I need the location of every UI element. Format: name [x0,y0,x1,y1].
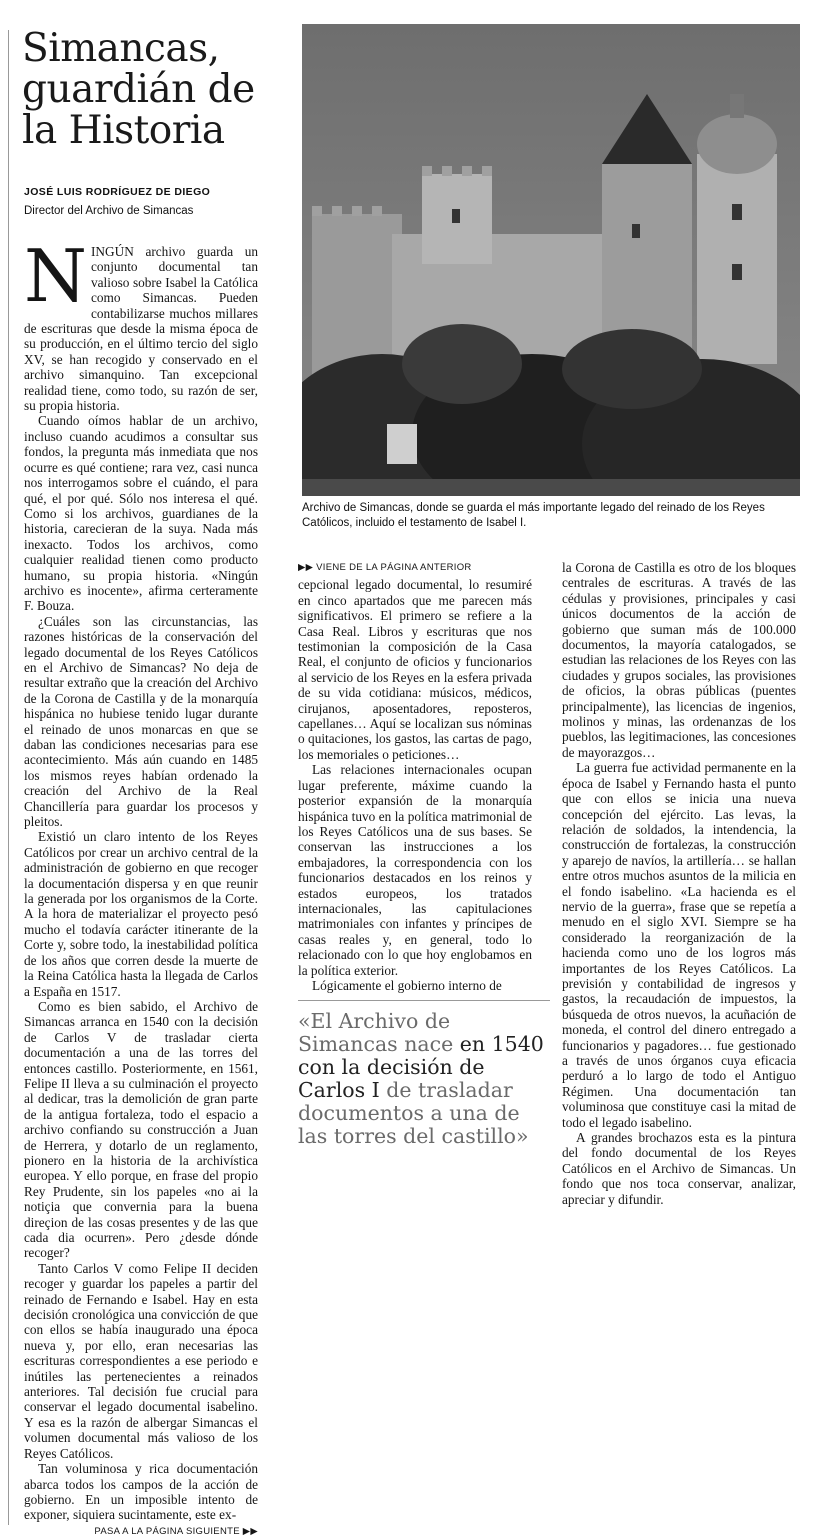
pullquote-part: de trasladar documentos a una de las torres del castillo» [298,1078,529,1148]
paragraph: Cuando oímos hablar de un archivo, incluso cuando acudimos a consultar sus fondos, la pregunta más inmediata que nos ocurre es qué contiene; rara vez, casi nunca nos interrogamos sobre el cuándo, el para qué, el por qué. Sólo nos interesa el qué. Como si los archivos, guardianes de la historia, carecieran de la suya. Nada más inexacto. Todos los archivos, como cualquier realidad tienen como producto humano, su propia historia. «Ningún archivo es inocente», afirma certeramente F. Bouza. [24,413,258,614]
paragraph: Las relaciones internacionales ocupan lugar preferente, máxime cuando la posterior expansión de la monarquía hispánica tuvo en la política matrimonial de los Reyes Católicos una de sus bases. Se conservan las instrucciones a los embajadores, la correspondencia con los funcionarios destacados en los reinos y estados europeos, los tratados internacionales, las capitulaciones matrimoniales con infantes y príncipes de casas reales y, en general, todo lo relacionado con lo que hoy englobamos en la política exterior. [298,762,532,978]
pullquote-part: «El Archivo de Simancas nace [298,1009,454,1056]
lead-text: archivo guarda un conjunto documental tan valioso sobre Isabel la Católica como Simancas. Pueden contabilizarse muchos millares de escrituras que desde la misma época de su producción, en el último tercio del siglo XV, se han recogido y conservado en el archivo simanquino. Tan excepcional realidad tiene, como todo, su razón de ser, su propia historia. [24,244,258,414]
pullquote-rule [298,1000,550,1001]
paragraph: Tan voluminosa y rica documentación abarca todos los campos de la acción de gobierno. En un imposible intento de exponer, siquiera sucintamente, este ex- [24,1461,258,1523]
column-1 [24,234,258,1539]
paragraph: Tanto Carlos V como Felipe II deciden recoger y guardar los papeles a partir del reinado de Fernando e Isabel. Hay en esta decisión cronológica una convicción de que con ellos se había inaugurado una época nueva y, por ello, eran necesarias las escrituras correspondientes a ese periodo e inútiles las pertenecientes a reinados anteriores. Tal decisión fue crucial para conservar el legado documental isabelino. Y esa es la razón de albergar Simancas el volumen documental más valioso de los Reyes Católicos. [24,1260,258,1461]
author-role: Director del Archivo de Simancas [24,205,194,217]
continues-label: PASA A LA PÁGINA SIGUIENTE ▶▶ [94,1525,258,1537]
castle-illustration [302,24,800,496]
paragraph: la Corona de Castilla es otro de los bloques centrales de escrituras. A través de las cédulas y provisiones, principales y casi únicos documentos de la acción de gobierno que suman más de 100.000 documentos, la mayoría catalogados, se estudian las relaciones de los Reyes con las ciudades y grupos sociales, las provisiones de oficios, la obras públicas (puentes principalmente), las licencias de ingenios, molinos y minas, las ordenanzas de los pueblos, las legitimaciones, las concesiones de mayorazgos… [562,560,796,760]
article-title: Simancas, guardián de la Historia [22,26,255,153]
paragraph: A grandes brochazos esta es la pintura del fondo documental de los Reyes Católicos en el Archivo de Simancas. Un fondo que nos toca conservar, analizar, apreciar y difundir. [562,1130,796,1207]
paragraph: Lógicamente el gobierno interno de [312,977,502,993]
pullquote-part: en 1540 con la decisión de Carlos I [298,1032,544,1102]
castle-photo [302,24,800,496]
author-name: JOSÉ LUIS RODRÍGUEZ DE DIEGO [24,186,211,198]
paragraph: cepcional legado documental, lo resumiré en cinco apartados que me parecen más significativos. El primero se refiere a la Casa Real. Libros y escrituras que nos testimonian la composición de la Casa Real, el conjunto de oficios y funcionarios al servicio de los Reyes en la esfera privada de su vida cotidiana: músicos, médicos, cirujanos, aposentadores, reposteros, capellanes… Aquí se localizan sus nóminas o quitaciones, los gastos, las cartas de pago, los memoriales o peticiones… [298,577,532,762]
paragraph: La guerra fue actividad permanente en la época de Isabel y Fernando hasta el punto que con ellos se inicia una nueva concepción del ejército. Las levas, la relación de soldados, la intendencia, la construcción de fortalezas, la construcción y aparejo de navíos, la artillería… se hallan entre otros muchos asuntos de la milicia en el fondo isabelino. «La hacienda es el nervio de la guerra», frase que se repetía a menudo en el siglo XVI. Siempre se ha considerado la reorganización de la hacienda como uno de los logros más importantes de los Reyes Católicos. La previsión y contabilidad de ingresos y gastos, la recaudación de impuestos, la búsqueda de otros nuevos, la acuñación de moneda, el control del dinero entregado a funcionarios y pagadores… fue gestionado a través de unos órganos cuya eficacia perduró a lo largo de todo el Antiguo Régimen. Una documentación tan voluminosa que constituye casi la mitad de todo el legado isabelino. [562,760,796,1130]
paragraph: Como es bien sabido, el Archivo de Simancas arranca en 1540 con la decisión de Carlos V de trasladar cierta documentación a una de las torres del entonces castillo. Posteriormente, en 1561, Felipe II lleva a su culminación el proyecto al dedicar, tras la demolición de gran parte de la antigua fortaleza, todo el espacio a archivo confiando su construcción a Juan de Herrera, y dotarlo de un reglamento, pionero en la historia de la archivística europea. Y ello porque, en frase del propio Rey Prudente, sin los papeles «no ai la notiçia que convernia para la buena direçion de las cosas presentes y de las que cada dia ocurren». Pero ¿desde dónde recoger? [24,998,258,1261]
photo-caption: Archivo de Simancas, donde se guarda el más importante legado del reinado de los Reyes Católicos, incluido el testamento de Isabel I. [302,502,765,529]
column-divider-line [8,30,9,1525]
column-3 [562,560,796,1207]
lead-smallcaps: INGÚN [91,244,134,259]
drop-cap: N [24,234,87,318]
paragraph-lead [24,234,258,414]
column-2 [298,560,532,993]
pull-quote [298,1010,548,1148]
paragraph: Existió un claro intento de los Reyes Católicos por crear un archivo central de la administración de gobierno en que recoger la documentación dispersa y en que reunir la generada por los organismos de la Corte. A la hora de materializar el proyecto pesó mucho el todavía carácter itinerante de la Corte y, sobre todo, la inestabilidad política de los años que corren desde la muerte de la Reina Católica hasta la llegada de Carlos a España en 1517. [24,829,258,999]
paragraph: ¿Cuáles son las circunstancias, las razones históricas de la conservación del legado documental de los Reyes Católicos en el Archivo de Simancas? No deja de resultar extraño que la creación del Archivo de la Corona de Castilla y de la monarquía hispánica no hubiese tenido lugar durante el reinado de unos monarcas en que se daban las condiciones necesarias para ese acontecimiento. Más aún cuando en 1485 los mismos reyes habían ordenado la creación del Archivo de la Real Chancillería para guardar los procesos y pleitos. [24,613,258,830]
continued-label: ▶▶ VIENE DE LA PÁGINA ANTERIOR [298,562,472,573]
